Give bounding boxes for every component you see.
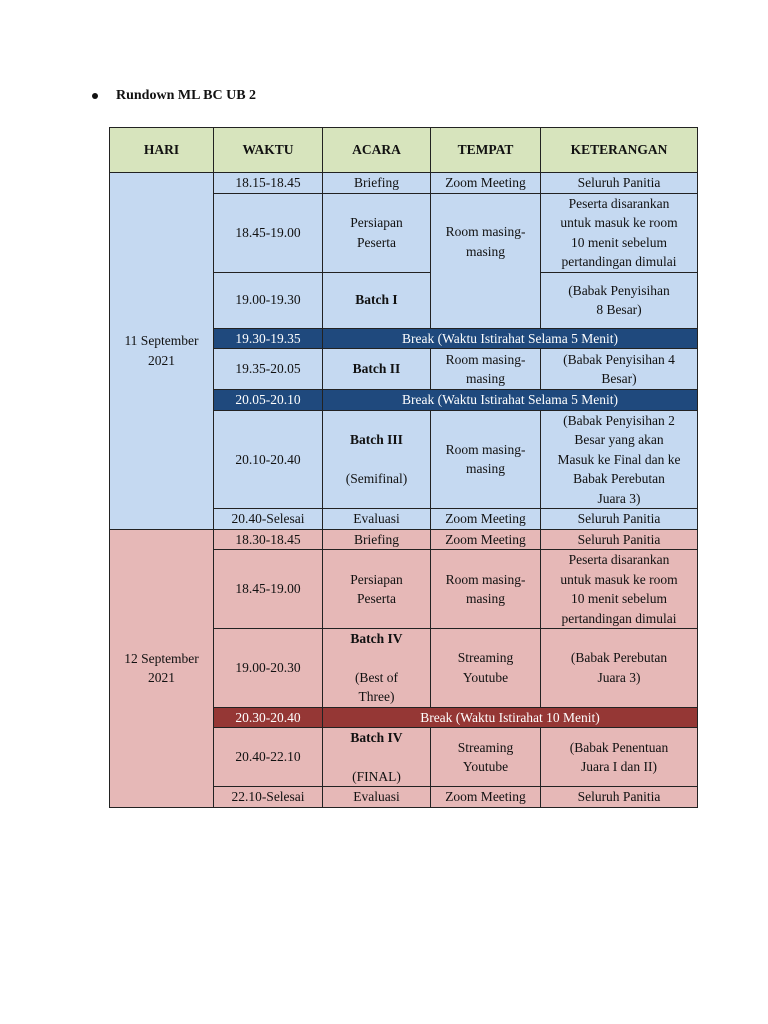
day2-r1-waktu: 18.30-18.45 <box>214 529 323 550</box>
bullet-icon <box>92 93 98 99</box>
day2-r4-ket <box>541 728 698 787</box>
day1-r4-tempat <box>431 349 541 390</box>
day2-r3-tempat <box>431 629 541 708</box>
day1-r3-waktu: 19.00-19.30 <box>214 272 323 328</box>
day1-r5-ket <box>541 410 698 509</box>
day2-date-line1: 12 September <box>124 650 199 666</box>
day1-break1-text: Break (Waktu Istirahat Selama 5 Menit) <box>323 328 698 349</box>
day2-r4-tempat-l2: Youtube <box>462 759 509 774</box>
day2-r3-ket <box>541 629 698 708</box>
day1-r4-ket <box>541 349 698 390</box>
day2-r4-ket-l2: Juara I dan II) <box>580 759 658 774</box>
day2-r2-waktu: 18.45-19.00 <box>214 550 323 629</box>
table-row <box>110 529 698 550</box>
day1-r5-tempat-l2: masing <box>466 461 505 477</box>
day1-r5-ket-l4: Babak Perebutan <box>573 471 665 486</box>
day1-r4-tempat-l2: masing <box>466 371 505 386</box>
day2-r4-ket-l1: (Babak Penentuan <box>569 739 669 755</box>
day1-r2-acara <box>323 193 431 272</box>
day1-r2-ket-l2: untuk masuk ke room <box>560 215 678 230</box>
day1-r2-ket <box>541 193 698 272</box>
day1-r5-acara-l1: Batch III <box>350 432 403 448</box>
day2-r1-ket: Seluruh Panitia <box>541 529 698 550</box>
day1-r5-ket-l3: Masuk ke Final dan ke <box>557 451 681 467</box>
day1-r5-acara-l2: (Semifinal) <box>345 470 408 486</box>
day1-r3-ket <box>541 272 698 328</box>
day2-r3-acara-l3: Three) <box>358 689 395 704</box>
day1-r6-acara: Evaluasi <box>323 509 431 530</box>
day1-break2-text: Break (Waktu Istirahat Selama 5 Menit) <box>323 390 698 411</box>
day1-break1-waktu: 19.30-19.35 <box>214 328 323 349</box>
header-row <box>110 128 698 173</box>
day1-r6-tempat: Zoom Meeting <box>431 509 541 530</box>
day2-r4-tempat-l1: Streaming <box>457 739 514 755</box>
day1-r1-tempat: Zoom Meeting <box>431 173 541 194</box>
day2-r3-tempat-l1: Streaming <box>457 650 514 666</box>
day1-date-line1: 11 September <box>124 333 199 349</box>
day1-r5-ket-l5: Juara 3) <box>597 490 641 506</box>
day2-r5-waktu: 22.10-Selesai <box>214 787 323 808</box>
heading-text: Rundown ML BC UB 2 <box>116 88 257 103</box>
rundown-table <box>109 127 698 808</box>
day2-r3-acara-l1: Batch IV <box>350 631 403 646</box>
header-hari: HARI <box>110 128 214 173</box>
day2-r2-acara-l1: Persiapan <box>350 571 403 587</box>
day2-r2-ket-l4: pertandingan dimulai <box>561 610 677 626</box>
table-row <box>110 173 698 194</box>
day2-r2-ket-l2: untuk masuk ke room <box>560 571 678 587</box>
day1-r1-waktu: 18.15-18.45 <box>214 173 323 194</box>
day2-break1-text: Break (Waktu Istirahat 10 Menit) <box>323 707 698 728</box>
day2-r3-acara <box>323 629 431 708</box>
day2-r2-tempat-l1: Room masing- <box>445 571 526 587</box>
day1-r2-ket-l4: pertandingan dimulai <box>561 254 677 269</box>
day1-r3-ket-l2: 8 Besar) <box>596 302 642 317</box>
day1-r1-acara: Briefing <box>323 173 431 194</box>
day2-r2-ket <box>541 550 698 629</box>
day1-r5-tempat-l1: Room masing- <box>445 441 526 457</box>
day2-r2-ket-l1: Peserta disarankan <box>568 552 670 567</box>
day2-r2-acara-l2: Peserta <box>357 591 396 606</box>
day1-r2-acara-l2: Peserta <box>357 234 396 250</box>
day1-r4-waktu: 19.35-20.05 <box>214 349 323 390</box>
day2-r5-ket: Seluruh Panitia <box>541 787 698 808</box>
day1-r4-ket-l1: (Babak Penyisihan 4 <box>563 351 675 367</box>
header-waktu: WAKTU <box>214 128 323 173</box>
day1-r6-ket: Seluruh Panitia <box>541 509 698 530</box>
day1-date-cell <box>110 173 214 530</box>
day2-break1-waktu: 20.30-20.40 <box>214 707 323 728</box>
header-tempat: TEMPAT <box>431 128 541 173</box>
day2-r3-ket-l1: (Babak Perebutan <box>570 650 668 666</box>
day1-r3-acara: Batch I <box>323 272 431 328</box>
day2-r4-acara-l2: (FINAL) <box>352 768 401 784</box>
day2-r4-acara-l1: Batch IV <box>350 730 403 745</box>
day1-r3-ket-l1: (Babak Penyisihan <box>568 282 670 298</box>
document-heading <box>92 88 256 104</box>
day1-break2-waktu: 20.05-20.10 <box>214 390 323 411</box>
day2-r2-acara <box>323 550 431 629</box>
day2-r3-acara-l2: (Best of <box>354 669 399 685</box>
day1-r1-ket: Seluruh Panitia <box>541 173 698 194</box>
day1-r2-acara-l1: Persiapan <box>350 215 403 230</box>
day2-r5-acara: Evaluasi <box>323 787 431 808</box>
day1-r5-tempat <box>431 410 541 509</box>
day1-r2-tempat-l2: masing <box>466 243 505 259</box>
day1-r5-acara <box>323 410 431 509</box>
day2-r1-acara: Briefing <box>323 529 431 550</box>
day1-r2-waktu: 18.45-19.00 <box>214 193 323 272</box>
day1-r2-tempat <box>431 193 541 328</box>
day1-r4-ket-l2: Besar) <box>601 371 637 386</box>
day2-r2-tempat-l2: masing <box>466 591 505 606</box>
day2-date-cell <box>110 529 214 807</box>
day2-r3-tempat-l2: Youtube <box>462 669 509 685</box>
header-acara: ACARA <box>323 128 431 173</box>
day2-r5-tempat: Zoom Meeting <box>431 787 541 808</box>
day1-r4-tempat-l1: Room masing- <box>445 351 526 367</box>
day2-r1-tempat: Zoom Meeting <box>431 529 541 550</box>
day2-r2-tempat <box>431 550 541 629</box>
day1-r2-ket-l3: 10 menit sebelum <box>571 234 667 250</box>
day1-r5-ket-l2: Besar yang akan <box>574 432 664 447</box>
day1-r2-ket-l1: Peserta disarankan <box>568 195 670 211</box>
day2-r2-ket-l3: 10 menit sebelum <box>571 591 667 606</box>
day2-r4-acara <box>323 728 431 787</box>
header-keterangan: KETERANGAN <box>541 128 698 173</box>
day2-r4-tempat <box>431 728 541 787</box>
day1-r2-tempat-l1: Room masing- <box>445 224 526 239</box>
day1-r4-acara: Batch II <box>323 349 431 390</box>
day2-r3-ket-l2: Juara 3) <box>597 669 641 685</box>
day2-r3-waktu: 19.00-20.30 <box>214 629 323 708</box>
day2-date-line2: 2021 <box>148 670 175 685</box>
day2-r4-waktu: 20.40-22.10 <box>214 728 323 787</box>
day1-r6-waktu: 20.40-Selesai <box>214 509 323 530</box>
day1-date-line2: 2021 <box>148 352 175 368</box>
day1-r5-waktu: 20.10-20.40 <box>214 410 323 509</box>
day1-r5-ket-l1: (Babak Penyisihan 2 <box>563 412 675 428</box>
